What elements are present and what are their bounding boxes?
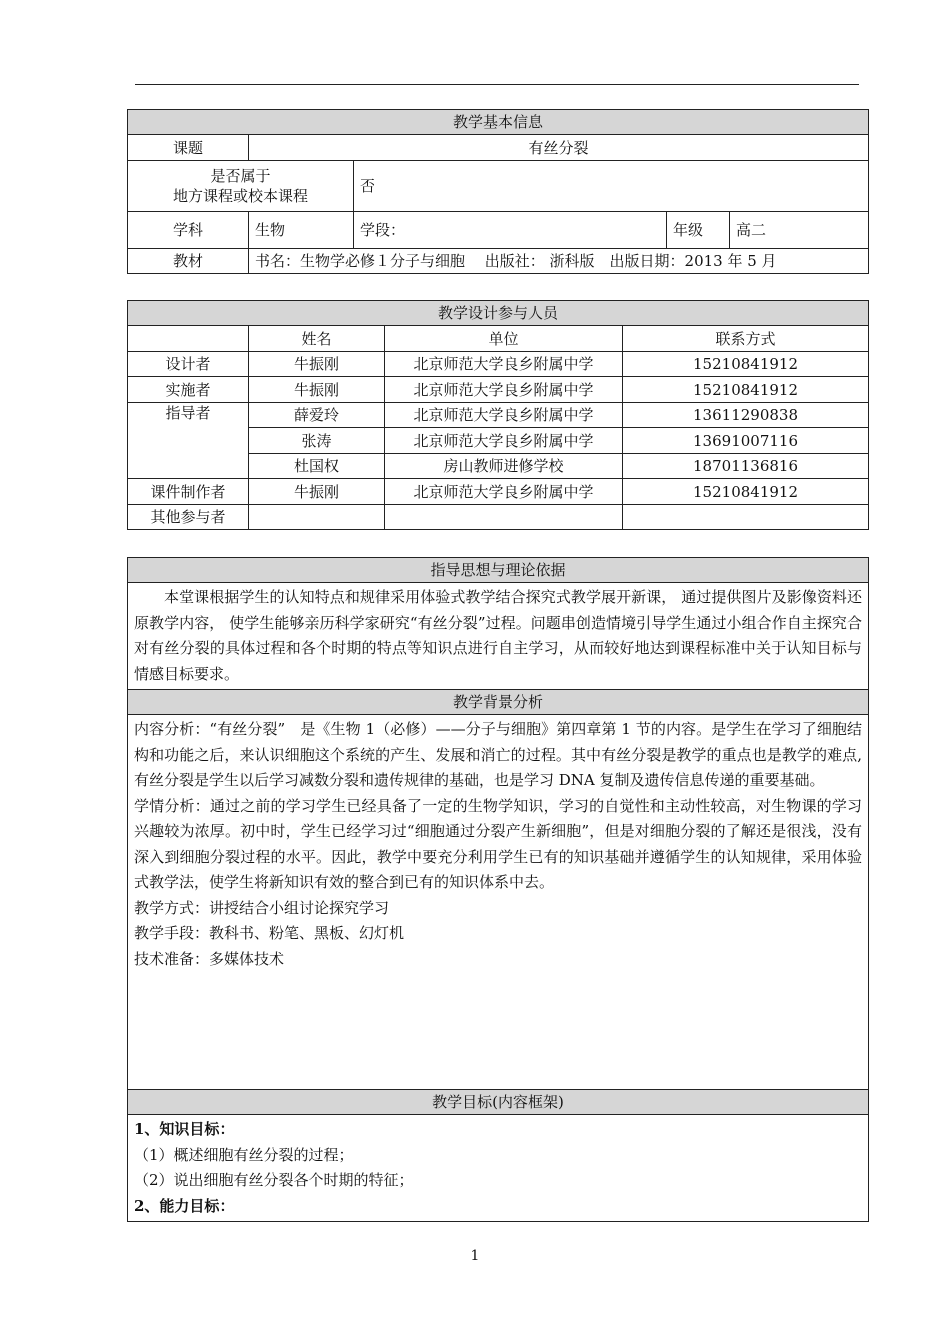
student-analysis: 学情分析：通过之前的学习学生已经具备了一定的生物学知识，学习的自觉性和主动性较高，对生物课的学习兴趣较为浓厚。初中时，学生已经学习过“细胞通过分裂产生新细胞”，但是对细胞分裂的了解还是很浅，没有深入到细胞分裂过程的水平。因此，教学中要充分利用学生已有的知识基础并遵循学生的认知规律，采用体验式教学法，使学生将新知识有效的整合到已有的知识体系中去。 (134, 796, 862, 891)
page-number: 1 (470, 1248, 480, 1264)
topic-label: 课题 (128, 135, 249, 161)
teaching-means: 教学手段：教科书、粉笔、黑板、幻灯机 (134, 924, 405, 942)
content-analysis: 内容分析：“有丝分裂” 是《生物 1（必修）——分子与细胞》第四章第 1 节的内容。是学生在学习了细胞结构和功能之后，来认识细胞这个系统的产生、发展和消亡的过程。其中有丝分裂是教学的重点也是教学的难点,有丝分裂是学生以后学习减数分裂和遗传规律的基础，也是学习 DNA 复制及遗传信息传递的重要基础。 (134, 720, 862, 789)
unit-cell: 北京师范大学良乡附属中学 (385, 352, 623, 377)
table-row (128, 505, 869, 530)
contact-cell: 18701136816 (623, 454, 869, 479)
contact-cell: 15210841912 (623, 352, 869, 377)
header-rule (135, 84, 859, 85)
role-cell: 课件制作者 (128, 479, 249, 505)
knowledge-heading: 1、知识目标： (134, 1120, 235, 1138)
unit-cell: 房山教师进修学校 (385, 454, 623, 479)
column-header-contact: 联系方式 (623, 326, 869, 352)
table-row (128, 479, 869, 505)
contact-cell: 13691007116 (623, 428, 869, 454)
ability-heading: 2、能力目标： (134, 1196, 235, 1215)
unit-cell: 北京师范大学良乡附属中学 (385, 479, 623, 505)
participants-title: 教学设计参与人员 (128, 301, 869, 326)
tech-prep: 技术准备：多媒体技术 (134, 949, 285, 968)
basic-info-table (127, 109, 869, 274)
stage-label: 学段： (354, 212, 667, 249)
participants-table (127, 300, 869, 530)
name-cell: 薛爱玲 (249, 403, 385, 428)
objectives-title: 教学目标(内容框架) (128, 1090, 869, 1115)
topic-value: 有丝分裂 (249, 135, 869, 161)
knowledge-item: （2）说出细胞有丝分裂各个时期的特征； (134, 1171, 414, 1189)
local-course-label-line1: 是否属于 (210, 167, 271, 185)
guidance-title: 指导思想与理论依据 (128, 558, 869, 583)
name-cell: 牛振刚 (249, 352, 385, 377)
guidance-text: 本堂课根据学生的认知特点和规律采用体验式教学结合探究式教学展开新课， 通过提供图片及影像资料还原教学内容， 使学生能够亲历科学家研究“有丝分裂”过程。问题串创造情境引导学生通过小组合作自主探究合对有丝分裂的具体过程和各个时期的特点等知识点进行自主学习，从而较好地达到课程标准中关于认知目标与情感目标要求。 (128, 583, 869, 690)
subject-label: 学科 (128, 212, 249, 249)
local-course-value: 否 (354, 161, 869, 212)
knowledge-item: （1）概述细胞有丝分裂的过程； (134, 1145, 354, 1164)
role-cell: 实施者 (128, 377, 249, 403)
unit-cell (385, 505, 623, 530)
unit-cell: 北京师范大学良乡附属中学 (385, 377, 623, 403)
contact-cell: 15210841912 (623, 479, 869, 505)
contact-cell: 15210841912 (623, 377, 869, 403)
grade-value: 高二 (730, 212, 869, 249)
table-row (128, 377, 869, 403)
grade-label: 年级 (667, 212, 730, 249)
column-header-unit: 单位 (385, 326, 623, 352)
role-cell: 设计者 (128, 352, 249, 377)
role-cell: 指导者 (128, 403, 249, 479)
table-row (128, 352, 869, 377)
basic-info-title: 教学基本信息 (128, 110, 869, 135)
textbook-label: 教材 (128, 249, 249, 274)
table-row (128, 403, 869, 428)
objectives-body (128, 1115, 869, 1222)
local-course-label-line2: 地方课程或校本课程 (172, 187, 308, 205)
header-empty-cell (128, 326, 249, 352)
name-cell: 杜国权 (249, 454, 385, 479)
contact-cell (623, 505, 869, 530)
name-cell: 牛振刚 (249, 377, 385, 403)
role-cell: 其他参与者 (128, 505, 249, 530)
contact-cell: 13611290838 (623, 403, 869, 428)
teaching-method: 教学方式：讲授结合小组讨论探究学习 (134, 898, 390, 917)
background-title: 教学背景分析 (128, 690, 869, 715)
column-header-name: 姓名 (249, 326, 385, 352)
textbook-value: 书名：生物学必修１分子与细胞 出版社： 浙科版 出版日期：2013 年 5 月 (249, 249, 869, 274)
name-cell: 牛振刚 (249, 479, 385, 505)
background-body (128, 715, 869, 1090)
name-cell: 张涛 (249, 428, 385, 454)
unit-cell: 北京师范大学良乡附属中学 (385, 403, 623, 428)
unit-cell: 北京师范大学良乡附属中学 (385, 428, 623, 454)
analysis-table (127, 557, 869, 1222)
subject-value: 生物 (249, 212, 354, 249)
name-cell (249, 505, 385, 530)
local-course-label (128, 161, 354, 212)
